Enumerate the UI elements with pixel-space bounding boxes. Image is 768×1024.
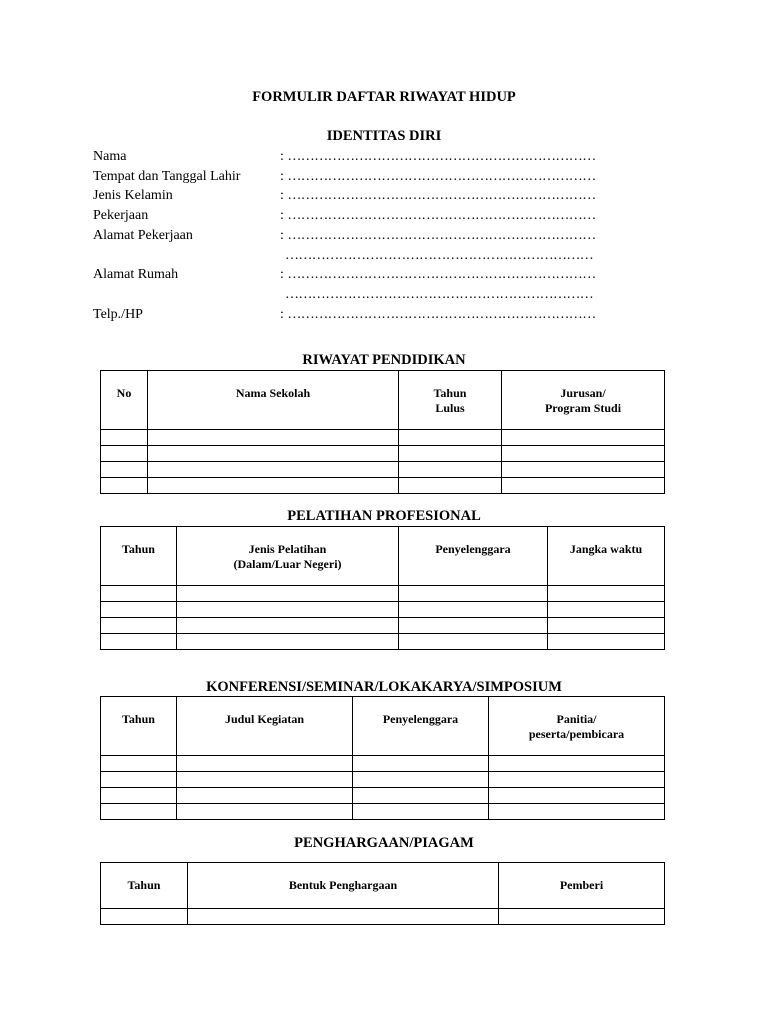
table-cell[interactable]: [101, 788, 177, 804]
table-cell[interactable]: [177, 618, 399, 634]
column-header: Tahun: [101, 527, 177, 586]
table-cell[interactable]: [148, 462, 399, 478]
table-cell[interactable]: [399, 618, 548, 634]
table-cell[interactable]: [101, 478, 148, 494]
field-blank[interactable]: [280, 267, 596, 283]
column-header: No: [101, 371, 148, 430]
table-cell[interactable]: [101, 804, 177, 820]
table-cell[interactable]: [177, 602, 399, 618]
table-row: [101, 909, 665, 925]
table-cell[interactable]: [101, 430, 148, 446]
colon: :: [280, 149, 284, 164]
field-label: Telp./HP: [93, 307, 143, 322]
table-row: [101, 756, 665, 772]
table-cell[interactable]: [101, 634, 177, 650]
table-cell[interactable]: [548, 586, 665, 602]
column-header: Tahun: [101, 863, 188, 909]
konferensi-table: [100, 696, 665, 820]
table-cell[interactable]: [489, 756, 665, 772]
table-cell[interactable]: [188, 909, 499, 925]
table-row: [101, 478, 665, 494]
table-cell[interactable]: [399, 602, 548, 618]
penghargaan-table: [100, 862, 665, 925]
table-cell[interactable]: [499, 909, 665, 925]
table-cell[interactable]: [177, 788, 353, 804]
dotted-line: ……………………………………………………………: [287, 267, 596, 282]
table-cell[interactable]: [177, 634, 399, 650]
dotted-line: ……………………………………………………………: [285, 287, 594, 302]
table-cell[interactable]: [548, 618, 665, 634]
dotted-line: ……………………………………………………………: [287, 149, 596, 164]
table-cell[interactable]: [177, 804, 353, 820]
table-row: [101, 804, 665, 820]
table-cell[interactable]: [353, 804, 489, 820]
dotted-line: ……………………………………………………………: [287, 188, 596, 203]
field-blank[interactable]: [280, 228, 596, 244]
table-cell[interactable]: [502, 430, 665, 446]
column-header: Penyelenggara: [399, 527, 548, 586]
table-row: [101, 586, 665, 602]
table-cell[interactable]: [399, 586, 548, 602]
table-cell[interactable]: [148, 478, 399, 494]
field-blank[interactable]: [280, 208, 596, 224]
table-cell[interactable]: [177, 772, 353, 788]
table-cell[interactable]: [399, 446, 502, 462]
table-cell[interactable]: [399, 462, 502, 478]
column-header: Panitia/ peserta/pembicara: [489, 697, 665, 756]
field-blank[interactable]: [280, 188, 596, 204]
dotted-line: ……………………………………………………………: [287, 307, 596, 322]
colon: :: [280, 267, 284, 282]
field-label: Tempat dan Tanggal Lahir: [93, 169, 241, 184]
dotted-line: ……………………………………………………………: [287, 169, 596, 184]
field-label: Alamat Pekerjaan: [93, 228, 193, 243]
penghargaan-heading: PENGHARGAAN/PIAGAM: [294, 835, 474, 851]
colon: :: [280, 228, 284, 243]
table-cell[interactable]: [101, 772, 177, 788]
table-cell[interactable]: [489, 804, 665, 820]
table-cell[interactable]: [101, 446, 148, 462]
field-blank[interactable]: [285, 287, 593, 303]
column-header: Jangka waktu: [548, 527, 665, 586]
colon: :: [280, 169, 284, 184]
table-cell[interactable]: [101, 602, 177, 618]
colon: :: [280, 208, 284, 223]
table-cell[interactable]: [101, 756, 177, 772]
table-cell[interactable]: [101, 909, 188, 925]
table-row: [101, 634, 665, 650]
field-label: Jenis Kelamin: [93, 188, 173, 203]
field-blank[interactable]: [280, 307, 596, 323]
field-blank[interactable]: [280, 149, 596, 165]
field-blank[interactable]: [285, 248, 593, 264]
colon: :: [280, 188, 284, 203]
field-label: Pekerjaan: [93, 208, 149, 223]
table-cell[interactable]: [489, 772, 665, 788]
table-cell[interactable]: [502, 478, 665, 494]
pelatihan-table: [100, 526, 665, 650]
column-header: Jenis Pelatihan (Dalam/Luar Negeri): [177, 527, 399, 586]
table-cell[interactable]: [101, 462, 148, 478]
table-cell[interactable]: [177, 586, 399, 602]
field-label: Nama: [93, 149, 127, 164]
table-cell[interactable]: [148, 446, 399, 462]
table-cell[interactable]: [101, 618, 177, 634]
table-cell[interactable]: [502, 446, 665, 462]
table-cell[interactable]: [502, 462, 665, 478]
table-cell[interactable]: [353, 772, 489, 788]
konferensi-heading: KONFERENSI/SEMINAR/LOKAKARYA/SIMPOSIUM: [206, 679, 562, 695]
column-header: Jurusan/ Program Studi: [502, 371, 665, 430]
column-header: Penyelenggara: [353, 697, 489, 756]
table-cell[interactable]: [101, 586, 177, 602]
dotted-line: ……………………………………………………………: [285, 248, 594, 263]
column-header: Bentuk Penghargaan: [188, 863, 499, 909]
table-row: [101, 462, 665, 478]
pelatihan-heading: PELATIHAN PROFESIONAL: [287, 508, 481, 524]
table-cell[interactable]: [148, 430, 399, 446]
column-header: Pemberi: [499, 863, 665, 909]
pendidikan-heading: RIWAYAT PENDIDIKAN: [302, 352, 466, 368]
table-row: [101, 772, 665, 788]
table-row: [101, 618, 665, 634]
dotted-line: ……………………………………………………………: [287, 228, 596, 243]
field-blank[interactable]: [280, 169, 596, 185]
table-cell[interactable]: [399, 478, 502, 494]
table-row: [101, 602, 665, 618]
colon: :: [280, 307, 284, 322]
column-header: Nama Sekolah: [148, 371, 399, 430]
table-cell[interactable]: [548, 634, 665, 650]
column-header: Tahun Lulus: [399, 371, 502, 430]
dotted-line: ……………………………………………………………: [287, 208, 596, 223]
field-label: Alamat Rumah: [93, 267, 179, 282]
table-cell[interactable]: [399, 634, 548, 650]
identitas-heading: IDENTITAS DIRI: [326, 128, 442, 144]
table-cell[interactable]: [177, 756, 353, 772]
pendidikan-table: [100, 370, 665, 494]
table-cell[interactable]: [489, 788, 665, 804]
table-cell[interactable]: [353, 788, 489, 804]
table-row: [101, 788, 665, 804]
document-title: FORMULIR DAFTAR RIWAYAT HIDUP: [252, 89, 516, 105]
table-cell[interactable]: [353, 756, 489, 772]
table-cell[interactable]: [399, 430, 502, 446]
table-row: [101, 430, 665, 446]
column-header: Tahun: [101, 697, 177, 756]
table-cell[interactable]: [548, 602, 665, 618]
column-header: Judul Kegiatan: [177, 697, 353, 756]
table-row: [101, 446, 665, 462]
